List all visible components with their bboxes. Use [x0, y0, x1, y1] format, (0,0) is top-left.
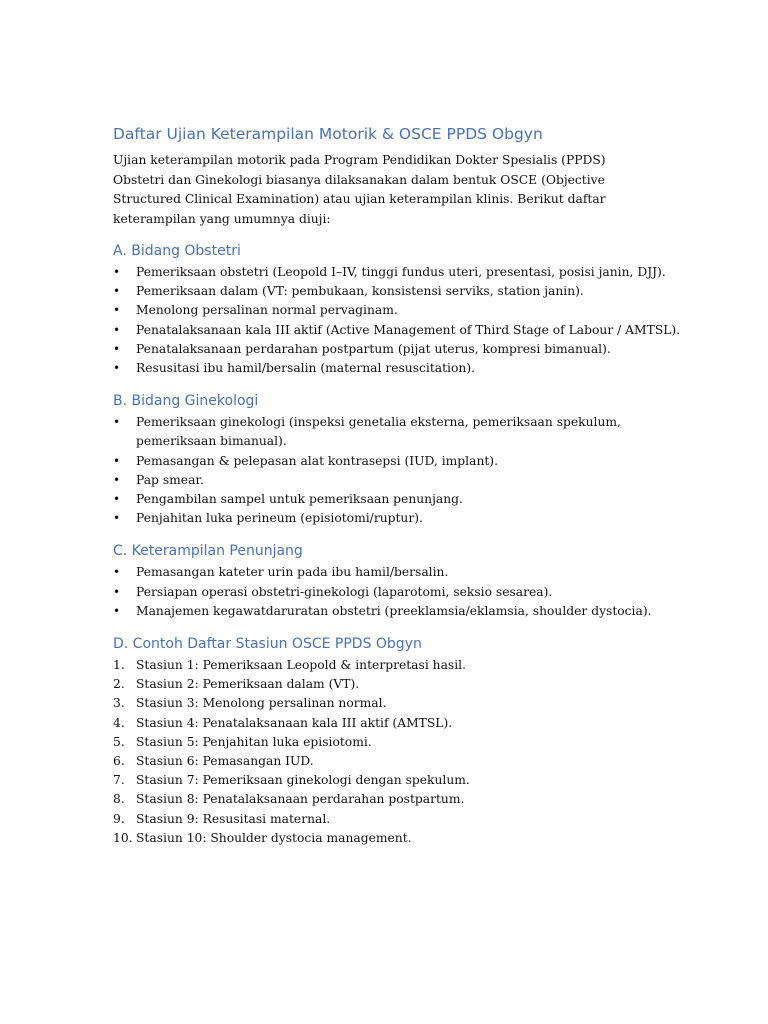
list-number: 3.: [113, 696, 125, 711]
list-item-text: Stasiun 1: Pemeriksaan Leopold & interpretasi hasil.: [136, 658, 466, 673]
bullet-icon: •: [113, 303, 121, 318]
list-item-text: Resusitasi ibu hamil/bersalin (maternal resuscitation).: [136, 361, 476, 376]
bullet-icon: •: [113, 511, 121, 526]
list-item-text: Pap smear.: [136, 472, 204, 487]
list-item-text: Stasiun 2: Pemeriksaan dalam (VT).: [136, 677, 360, 692]
document-page: [113, 124, 681, 861]
bullet-icon: •: [113, 565, 121, 580]
list-item-text: Pemeriksaan ginekologi (inspeksi genetalia eksterna, pemeriksaan spekulum, pemeriksaan bimanual).: [136, 415, 621, 449]
list-number: 7.: [113, 773, 125, 788]
list-item-text: Manajemen kegawatdaruratan obstetri (preeklamsia/eklamsia, shoulder dystocia).: [136, 603, 652, 618]
list-item: [113, 340, 658, 359]
list-item-text: Penatalaksanaan kala III aktif (Active Management of Third Stage of Labour / AMTSL).: [136, 322, 681, 337]
list-item: [113, 829, 658, 848]
list-item-text: Stasiun 5: Penjahitan luka episiotomi.: [136, 734, 372, 749]
list-item: [113, 714, 658, 733]
list-item: [113, 321, 681, 340]
bullet-icon: •: [113, 284, 121, 299]
list-item-text: Pemasangan kateter urin pada ibu hamil/bersalin.: [136, 565, 449, 580]
section-heading-obstetri: A. Bidang Obstetri: [113, 243, 241, 259]
bullet-icon: •: [113, 584, 121, 599]
list-item: [113, 790, 658, 809]
list-item-text: Stasiun 6: Pemasangan IUD.: [136, 754, 314, 769]
list-number: 2.: [113, 677, 125, 692]
bullet-icon: •: [113, 472, 121, 487]
list-item: [113, 282, 658, 301]
list-item-text: Persiapan operasi obstetri-ginekologi (laparotomi, seksio sesarea).: [136, 584, 553, 599]
document-title: Daftar Ujian Keterampilan Motorik & OSCE PPDS Obgyn: [113, 125, 543, 143]
list-item: [113, 771, 658, 790]
list-item-text: Menolong persalinan normal pervaginam.: [136, 303, 398, 318]
list-item: [113, 413, 658, 451]
list-number: 1.: [113, 658, 125, 673]
list-item: [113, 301, 658, 320]
list-item: [113, 675, 658, 694]
penunjang-list: [113, 563, 658, 621]
list-item: [113, 810, 658, 829]
bullet-icon: •: [113, 341, 121, 356]
list-item: [113, 602, 658, 621]
bullet-icon: •: [113, 492, 121, 507]
bullet-icon: •: [113, 453, 121, 468]
bullet-icon: •: [113, 361, 121, 376]
section-heading-penunjang: C. Keterampilan Penunjang: [113, 543, 303, 560]
list-item: [113, 490, 658, 509]
section-heading-ginekologi: B. Bidang Ginekologi: [113, 393, 259, 410]
list-number: 9.: [113, 811, 125, 826]
section-heading-stasiun: D. Contoh Daftar Stasiun OSCE PPDS Obgyn: [113, 636, 422, 653]
list-item-text: Stasiun 9: Resusitasi maternal.: [136, 811, 331, 826]
list-number: 6.: [113, 754, 125, 769]
list-item-text: Penjahitan luka perineum (episiotomi/ruptur).: [136, 511, 423, 526]
stations-list: [113, 656, 658, 848]
obstetri-list: [113, 263, 681, 378]
list-number: 4.: [113, 715, 125, 730]
list-number: 5.: [113, 734, 125, 749]
list-item: [113, 471, 658, 490]
bullet-icon: •: [113, 603, 121, 618]
list-item: [113, 752, 658, 771]
list-item: [113, 694, 658, 713]
list-item: [113, 359, 658, 378]
intro-paragraph: Ujian keterampilan motorik pada Program Pendidikan Dokter Spesialis (PPDS) Obstetri dan Ginekologi biasanya dilaksanakan dalam bentuk OSCE (Objective Structured Clinical Examination) atau ujian keterampilan klinis. Berikut daftar keterampilan yang umumnya diuji:: [113, 153, 606, 226]
list-item: [113, 563, 658, 582]
list-item-text: Penatalaksanaan perdarahan postpartum (pijat uterus, kompresi bimanual).: [136, 341, 611, 356]
list-item-text: Stasiun 4: Penatalaksanaan kala III aktif (AMTSL).: [136, 715, 453, 730]
list-item-text: Pemasangan & pelepasan alat kontrasepsi (IUD, implant).: [136, 453, 499, 468]
list-item: [113, 263, 666, 282]
list-item: [113, 509, 658, 528]
bullet-icon: •: [113, 265, 121, 279]
list-item: [113, 656, 658, 675]
list-item-text: Stasiun 7: Pemeriksaan ginekologi dengan spekulum.: [136, 773, 470, 788]
list-item-text: Pemeriksaan obstetri (Leopold I–IV, tinggi fundus uteri, presentasi, posisi janin, DJJ).: [136, 265, 666, 279]
list-item-text: Pemeriksaan dalam (VT: pembukaan, konsistensi serviks, station janin).: [136, 284, 584, 299]
list-number: 10.: [113, 830, 133, 845]
bullet-icon: •: [113, 415, 121, 430]
list-item: [113, 452, 658, 471]
list-item-text: Pengambilan sampel untuk pemeriksaan penunjang.: [136, 492, 463, 507]
bullet-icon: •: [113, 322, 121, 337]
list-item-text: Stasiun 10: Shoulder dystocia management.: [136, 830, 412, 845]
list-item-text: Stasiun 8: Penatalaksanaan perdarahan postpartum.: [136, 792, 465, 807]
list-item: [113, 733, 658, 752]
list-item: [113, 583, 658, 602]
list-item-text: Stasiun 3: Menolong persalinan normal.: [136, 696, 387, 711]
list-number: 8.: [113, 792, 125, 807]
ginekologi-list: [113, 413, 658, 528]
